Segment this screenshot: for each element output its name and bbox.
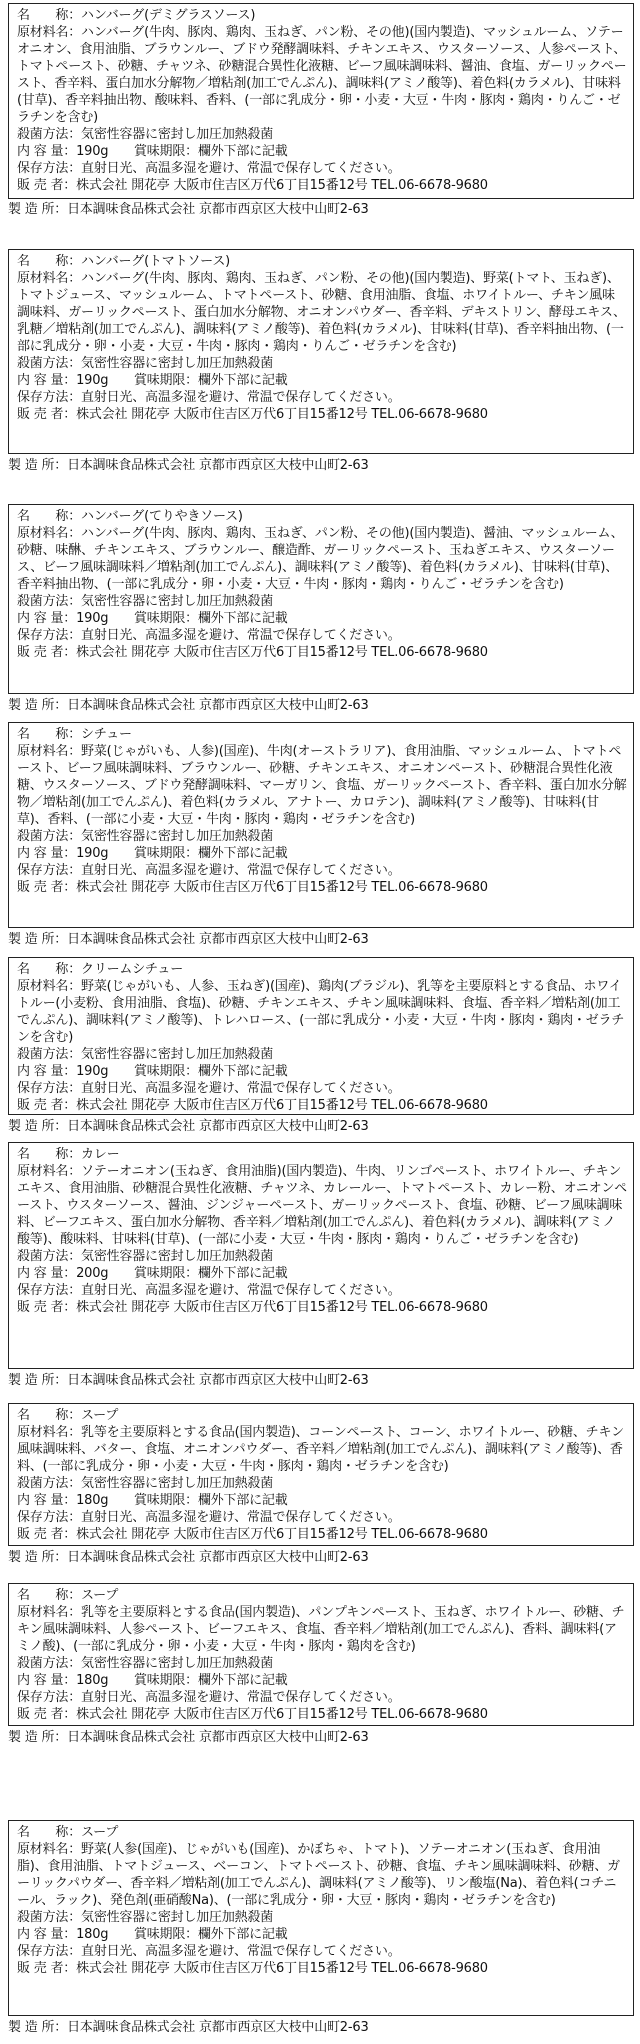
content-label: 内 容 量：	[17, 611, 77, 626]
ingredients-label: 原材料名：	[17, 1605, 82, 1620]
storage-row	[17, 1689, 627, 1706]
manufacturer-label: 製 造 所：	[8, 1550, 68, 1565]
name-row	[17, 7, 627, 24]
content-value: 180g	[76, 1673, 109, 1688]
content-value: 190g	[76, 1064, 109, 1079]
seller-label: 販 売 者：	[17, 178, 77, 193]
seller-row	[17, 406, 627, 423]
content-label: 内 容 量：	[17, 846, 77, 861]
seller-row	[17, 1526, 627, 1543]
expiry-text: 賞味期限：欄外下部に記載	[133, 1673, 288, 1688]
manufacturer-label: 製 造 所：	[8, 698, 68, 713]
expiry-text: 賞味期限：欄外下部に記載	[133, 1064, 288, 1079]
storage-label: 保存方法：	[17, 1283, 82, 1298]
name-row	[17, 1824, 627, 1841]
label-box	[8, 1583, 634, 1726]
sterilization-label: 殺菌方法：	[17, 1910, 82, 1925]
expiry-text: 賞味期限：欄外下部に記載	[133, 1493, 288, 1508]
content-value: 200g	[76, 1266, 109, 1281]
name-row	[17, 1587, 627, 1604]
label-block	[8, 957, 634, 1134]
content-row	[17, 610, 627, 627]
storage-text: 直射日光、高温多湿を避け、常温で保存してください。	[81, 1283, 401, 1298]
storage-text: 直射日光、高温多湿を避け、常温で保存してください。	[81, 161, 401, 176]
name-label: 名 称：	[17, 509, 82, 524]
content-row	[17, 1492, 627, 1509]
seller-label: 販 売 者：	[17, 407, 77, 422]
ingredients-text: 野菜(人参(国産)、じゃがいも(国産)、かぼちゃ、トマト)、ソテーオニオン(玉ねぎ、食用油脂)、食用油脂、トマトジュース、ベーコン、トマトペースト、砂糖、食塩、チキン風味調味料、砂糖、ガーリックパウダー、香辛料／増粘剤(加工でんぷん)、調味料(アミノ酸等)、リン酸塩(Na)、着色料(コチニール、ラック)、発色剤(亜硝酸Na)、(一部に乳成分・卵・大豆・豚肉・鶏肉・ゼラチンを含む)	[17, 1842, 620, 1908]
label-box	[8, 1403, 634, 1546]
seller-text: 株式会社 開花亭 大阪市住吉区万代6丁目15番12号 TEL.06-6678-9680	[76, 880, 488, 895]
content-row	[17, 1063, 627, 1080]
seller-text: 株式会社 開花亭 大阪市住吉区万代6丁目15番12号 TEL.06-6678-9680	[76, 1961, 488, 1976]
sterilization-text: 気密性容器に密封し加圧加熱殺菌	[81, 1476, 274, 1491]
storage-label: 保存方法：	[17, 863, 82, 878]
ingredients-row	[17, 24, 627, 126]
storage-row	[17, 627, 627, 644]
ingredients-text: ハンバーグ(牛肉、豚肉、鶏肉、玉ねぎ、パン粉、その他)(国内製造)、醤油、マッシュルーム、砂糖、味醂、チキンエキス、ブラウンルー、醸造酢、ガーリックペースト、玉ねぎエキス、ウスターソース、ビーフ風味調味料／増粘剤(加工でんぷん)、調味料(アミノ酸等)、着色料(カラメル)、甘味料(甘草)、香辛料抽出物、(一部に乳成分・卵・小麦・大豆・牛肉・豚肉・鶏肉・りんご・ゼラチンを含む)	[17, 526, 624, 592]
label-box	[8, 957, 634, 1115]
name-row	[17, 961, 627, 978]
sterilization-row	[17, 828, 627, 845]
manufacturer-text: 日本調味食品株式会社 京都市西京区大枝中山町2-63	[67, 1550, 369, 1565]
label-block	[8, 722, 634, 947]
label-block	[8, 1820, 634, 2035]
expiry-text: 賞味期限：欄外下部に記載	[133, 846, 288, 861]
storage-text: 直射日光、高温多湿を避け、常温で保存してください。	[81, 628, 401, 643]
sterilization-text: 気密性容器に密封し加圧加熱殺菌	[81, 1047, 274, 1062]
label-block	[8, 1142, 634, 1388]
sterilization-row	[17, 1475, 627, 1492]
manufacturer-label: 製 造 所：	[8, 2020, 68, 2035]
sterilization-text: 気密性容器に密封し加圧加熱殺菌	[81, 1910, 274, 1925]
content-label: 内 容 量：	[17, 144, 77, 159]
sterilization-label: 殺菌方法：	[17, 1047, 82, 1062]
label-block	[8, 504, 634, 713]
ingredients-row	[17, 978, 627, 1046]
content-label: 内 容 量：	[17, 373, 77, 388]
ingredients-label: 原材料名：	[17, 979, 82, 994]
label-block	[8, 1583, 634, 1745]
name-row	[17, 1146, 627, 1163]
seller-label: 販 売 者：	[17, 645, 77, 660]
sterilization-label: 殺菌方法：	[17, 829, 82, 844]
product-name: ハンバーグ(てりやきソース)	[81, 509, 243, 524]
sterilization-row	[17, 593, 627, 610]
storage-row	[17, 1080, 627, 1097]
seller-row	[17, 1097, 627, 1114]
seller-row	[17, 879, 627, 896]
ingredients-label: 原材料名：	[17, 526, 82, 541]
manufacturer-row	[8, 201, 369, 218]
label-block	[8, 249, 634, 473]
sterilization-label: 殺菌方法：	[17, 127, 82, 142]
sterilization-row	[17, 1046, 627, 1063]
expiry-text: 賞味期限：欄外下部に記載	[133, 373, 288, 388]
expiry-text: 賞味期限：欄外下部に記載	[133, 144, 288, 159]
ingredients-row	[17, 743, 627, 828]
seller-text: 株式会社 開花亭 大阪市住吉区万代6丁目15番12号 TEL.06-6678-9680	[76, 1098, 488, 1113]
ingredients-row	[17, 1604, 627, 1655]
sterilization-label: 殺菌方法：	[17, 594, 82, 609]
manufacturer-row	[8, 1372, 369, 1389]
storage-label: 保存方法：	[17, 628, 82, 643]
sterilization-row	[17, 126, 627, 143]
product-name: スープ	[81, 1825, 119, 1840]
expiry-text: 賞味期限：欄外下部に記載	[133, 1266, 288, 1281]
seller-text: 株式会社 開花亭 大阪市住吉区万代6丁目15番12号 TEL.06-6678-9680	[76, 1707, 488, 1722]
seller-text: 株式会社 開花亭 大阪市住吉区万代6丁目15番12号 TEL.06-6678-9680	[76, 407, 488, 422]
storage-row	[17, 1509, 627, 1526]
storage-row	[17, 1282, 627, 1299]
manufacturer-row	[8, 1549, 369, 1566]
storage-label: 保存方法：	[17, 1690, 82, 1705]
manufacturer-row	[8, 931, 369, 948]
content-row	[17, 1265, 627, 1282]
storage-row	[17, 389, 627, 406]
manufacturer-row	[8, 1118, 369, 1135]
manufacturer-text: 日本調味食品株式会社 京都市西京区大枝中山町2-63	[67, 1373, 369, 1388]
name-label: 名 称：	[17, 962, 82, 977]
label-box	[8, 1142, 634, 1369]
sterilization-text: 気密性容器に密封し加圧加熱殺菌	[81, 594, 274, 609]
seller-label: 販 売 者：	[17, 1961, 77, 1976]
manufacturer-text: 日本調味食品株式会社 京都市西京区大枝中山町2-63	[67, 1119, 369, 1134]
sterilization-row	[17, 1248, 627, 1265]
sterilization-text: 気密性容器に密封し加圧加熱殺菌	[81, 127, 274, 142]
content-label: 内 容 量：	[17, 1927, 77, 1942]
seller-text: 株式会社 開花亭 大阪市住吉区万代6丁目15番12号 TEL.06-6678-9680	[76, 178, 488, 193]
manufacturer-label: 製 造 所：	[8, 202, 68, 217]
sterilization-text: 気密性容器に密封し加圧加熱殺菌	[81, 829, 274, 844]
ingredients-text: 乳等を主要原料とする食品(国内製造)、パンプキンペースト、玉ねぎ、ホワイトルー、砂糖、チキン風味調味料、人参ペースト、ビーフエキス、食塩、香辛料／増粘剤(加工でんぷん)、香料、調味料(アミノ酸)、(一部に乳成分・卵・小麦・大豆・牛肉・豚肉・鶏肉を含む)	[17, 1605, 625, 1654]
ingredients-row	[17, 525, 627, 593]
seller-label: 販 売 者：	[17, 1300, 77, 1315]
content-row	[17, 1672, 627, 1689]
sterilization-row	[17, 1909, 627, 1926]
content-value: 190g	[76, 611, 109, 626]
name-label: 名 称：	[17, 8, 82, 23]
label-box	[8, 1820, 634, 2016]
manufacturer-text: 日本調味食品株式会社 京都市西京区大枝中山町2-63	[67, 458, 369, 473]
content-label: 内 容 量：	[17, 1266, 77, 1281]
seller-text: 株式会社 開花亭 大阪市住吉区万代6丁目15番12号 TEL.06-6678-9680	[76, 1300, 488, 1315]
seller-label: 販 売 者：	[17, 1707, 77, 1722]
manufacturer-label: 製 造 所：	[8, 932, 68, 947]
product-name: スープ	[81, 1408, 119, 1423]
seller-label: 販 売 者：	[17, 1527, 77, 1542]
storage-label: 保存方法：	[17, 1081, 82, 1096]
ingredients-label: 原材料名：	[17, 1164, 82, 1179]
product-name: シチュー	[81, 727, 132, 742]
manufacturer-text: 日本調味食品株式会社 京都市西京区大枝中山町2-63	[67, 202, 369, 217]
manufacturer-text: 日本調味食品株式会社 京都市西京区大枝中山町2-63	[67, 1730, 369, 1745]
content-row	[17, 372, 627, 389]
manufacturer-row	[8, 1729, 369, 1746]
storage-text: 直射日光、高温多湿を避け、常温で保存してください。	[81, 863, 401, 878]
label-box	[8, 504, 634, 694]
storage-label: 保存方法：	[17, 1510, 82, 1525]
sterilization-label: 殺菌方法：	[17, 1249, 82, 1264]
content-value: 180g	[76, 1927, 109, 1942]
storage-text: 直射日光、高温多湿を避け、常温で保存してください。	[81, 1944, 401, 1959]
content-label: 内 容 量：	[17, 1493, 77, 1508]
product-name: スープ	[81, 1588, 119, 1603]
seller-row	[17, 177, 627, 194]
name-label: 名 称：	[17, 1825, 82, 1840]
sterilization-label: 殺菌方法：	[17, 1476, 82, 1491]
storage-label: 保存方法：	[17, 1944, 82, 1959]
name-row	[17, 508, 627, 525]
sterilization-text: 気密性容器に密封し加圧加熱殺菌	[81, 356, 274, 371]
storage-row	[17, 1943, 627, 1960]
ingredients-text: ハンバーグ(牛肉、豚肉、鶏肉、玉ねぎ、パン粉、その他)(国内製造)、マッシュルーム、ソテーオニオン、食用油脂、ブラウンルー、ブドウ発酵調味料、チキンエキス、ウスターソース、人参ペースト、トマトペースト、砂糖、チャツネ、砂糖混合異性化液糖、ビーフ風味調味料、醤油、食塩、ガーリックペースト、香辛料、蛋白加水分解物／増粘剤(加工でんぷん)、調味料(アミノ酸等)、着色料(カラメル)、甘味料(甘草)、香辛料抽出物、酸味料、香料、(一部に乳成分・卵・小麦・大豆・牛肉・豚肉・鶏肉・りんご・ゼラチンを含む)	[17, 25, 627, 125]
seller-row	[17, 644, 627, 661]
storage-row	[17, 160, 627, 177]
manufacturer-label: 製 造 所：	[8, 458, 68, 473]
manufacturer-row	[8, 697, 369, 714]
ingredients-row	[17, 1163, 627, 1248]
manufacturer-text: 日本調味食品株式会社 京都市西京区大枝中山町2-63	[67, 698, 369, 713]
storage-text: 直射日光、高温多湿を避け、常温で保存してください。	[81, 390, 401, 405]
sterilization-text: 気密性容器に密封し加圧加熱殺菌	[81, 1249, 274, 1264]
seller-row	[17, 1706, 627, 1723]
manufacturer-row	[8, 2019, 369, 2036]
name-label: 名 称：	[17, 1408, 82, 1423]
sterilization-row	[17, 1655, 627, 1672]
seller-text: 株式会社 開花亭 大阪市住吉区万代6丁目15番12号 TEL.06-6678-9680	[76, 645, 488, 660]
ingredients-label: 原材料名：	[17, 25, 82, 40]
label-box	[8, 3, 634, 199]
product-name: クリームシチュー	[81, 962, 184, 977]
product-name: ハンバーグ(トマトソース)	[81, 254, 230, 269]
ingredients-row	[17, 1841, 627, 1909]
manufacturer-text: 日本調味食品株式会社 京都市西京区大枝中山町2-63	[67, 2020, 369, 2035]
name-row	[17, 1407, 627, 1424]
ingredients-text: ハンバーグ(牛肉、豚肉、鶏肉、玉ねぎ、パン粉、その他)(国内製造)、野菜(トマト、玉ねぎ)、トマトジュース、マッシュルーム、トマトペースト、砂糖、食用油脂、食塩、ホワイトルー、チキン風味調味料、ガーリックペースト、蛋白加水分解物、オニオンパウダー、香辛料、デキストリン、酵母エキス、乳糖／増粘剤(加工でんぷん)、調味料(アミノ酸等)、着色料(カラメル)、甘味料(甘草)、香辛料抽出物、(一部に乳成分・卵・小麦・大豆・牛肉・豚肉・鶏肉・りんご・ゼラチンを含む)	[17, 271, 626, 354]
content-value: 190g	[76, 373, 109, 388]
storage-text: 直射日光、高温多湿を避け、常温で保存してください。	[81, 1510, 401, 1525]
storage-text: 直射日光、高温多湿を避け、常温で保存してください。	[81, 1081, 401, 1096]
ingredients-text: 乳等を主要原料とする食品(国内製造)、コーンペースト、コーン、ホワイトルー、砂糖、チキン風味調味料、バター、食塩、オニオンパウダー、香辛料／増粘剤(加工でんぷん)、調味料(アミノ酸等)、香料、(一部に乳成分・卵・小麦・大豆・牛肉・豚肉・鶏肉・ゼラチンを含む)	[17, 1425, 624, 1474]
storage-text: 直射日光、高温多湿を避け、常温で保存してください。	[81, 1690, 401, 1705]
content-label: 内 容 量：	[17, 1673, 77, 1688]
name-label: 名 称：	[17, 1588, 82, 1603]
ingredients-text: 野菜(じゃがいも、人参、玉ねぎ)(国産)、鶏肉(ブラジル)、乳等を主要原料とする食品、ホワイトルー(小麦粉、食用油脂、食塩)、砂糖、チキンエキス、チキン風味調味料、食塩、香辛料／増粘剤(加工でんぷん)、調味料(アミノ酸等)、トレハロース、(一部に乳成分・小麦・大豆・牛肉・豚肉・鶏肉・ゼラチンを含む)	[17, 979, 625, 1045]
product-name: カレー	[81, 1147, 120, 1162]
name-label: 名 称：	[17, 1147, 82, 1162]
label-block	[8, 1403, 634, 1565]
name-row	[17, 253, 627, 270]
ingredients-text: 野菜(じゃがいも、人参)(国産)、牛肉(オーストラリア)、食用油脂、マッシュルーム、トマトペースト、ビーフ風味調味料、ブラウンルー、砂糖、チキンエキス、オニオンペースト、砂糖混合異性化液糖、ウスターソース、ブドウ発酵調味料、マーガリン、食塩、ガーリックペースト、香辛料、蛋白加水分解物／増粘剤(加工でんぷん)、着色料(カラメル、アナトー、カロテン)、調味料(アミノ酸等)、甘味料(甘草)、香料、(一部に小麦・大豆・牛肉・豚肉・鶏肉・ゼラチンを含む)	[17, 744, 627, 827]
content-row	[17, 143, 627, 160]
name-row	[17, 726, 627, 743]
content-value: 190g	[76, 144, 109, 159]
expiry-text: 賞味期限：欄外下部に記載	[133, 611, 288, 626]
label-box	[8, 722, 634, 928]
ingredients-label: 原材料名：	[17, 1425, 82, 1440]
sterilization-label: 殺菌方法：	[17, 1656, 82, 1671]
manufacturer-label: 製 造 所：	[8, 1373, 68, 1388]
manufacturer-label: 製 造 所：	[8, 1730, 68, 1745]
ingredients-label: 原材料名：	[17, 1842, 82, 1857]
seller-label: 販 売 者：	[17, 880, 77, 895]
manufacturer-text: 日本調味食品株式会社 京都市西京区大枝中山町2-63	[67, 932, 369, 947]
label-block	[8, 3, 634, 217]
storage-label: 保存方法：	[17, 161, 82, 176]
ingredients-label: 原材料名：	[17, 744, 82, 759]
seller-label: 販 売 者：	[17, 1098, 77, 1113]
ingredients-row	[17, 270, 627, 355]
content-row	[17, 845, 627, 862]
storage-label: 保存方法：	[17, 390, 82, 405]
sterilization-text: 気密性容器に密封し加圧加熱殺菌	[81, 1656, 274, 1671]
content-label: 内 容 量：	[17, 1064, 77, 1079]
product-name: ハンバーグ(デミグラスソース)	[81, 8, 256, 23]
expiry-text: 賞味期限：欄外下部に記載	[133, 1927, 288, 1942]
ingredients-row	[17, 1424, 627, 1475]
seller-row	[17, 1960, 627, 1977]
content-value: 190g	[76, 846, 109, 861]
content-row	[17, 1926, 627, 1943]
ingredients-text: ソテーオニオン(玉ねぎ、食用油脂)(国内製造)、牛肉、リンゴペースト、ホワイトルー、チキンエキス、食用油脂、砂糖混合異性化液糖、チャツネ、カレールー、トマトペースト、カレー粉、オニオンペースト、ウスターソース、醤油、ジンジャーペースト、ガーリックペースト、食塩、砂糖、ビーフ風味調味料、ビーフエキス、蛋白加水分解物、香辛料／増粘剤(加工でんぷん)、着色料(カラメル)、調味料(アミノ酸等)、酸味料、甘味料(甘草)、(一部に小麦・大豆・牛肉・豚肉・鶏肉・りんご・ゼラチンを含む)	[17, 1164, 627, 1247]
seller-text: 株式会社 開花亭 大阪市住吉区万代6丁目15番12号 TEL.06-6678-9680	[76, 1527, 488, 1542]
sterilization-label: 殺菌方法：	[17, 356, 82, 371]
manufacturer-row	[8, 457, 369, 474]
label-box	[8, 249, 634, 454]
sterilization-row	[17, 355, 627, 372]
content-value: 180g	[76, 1493, 109, 1508]
seller-row	[17, 1299, 627, 1316]
ingredients-label: 原材料名：	[17, 271, 82, 286]
name-label: 名 称：	[17, 254, 82, 269]
manufacturer-label: 製 造 所：	[8, 1119, 68, 1134]
storage-row	[17, 862, 627, 879]
name-label: 名 称：	[17, 727, 82, 742]
